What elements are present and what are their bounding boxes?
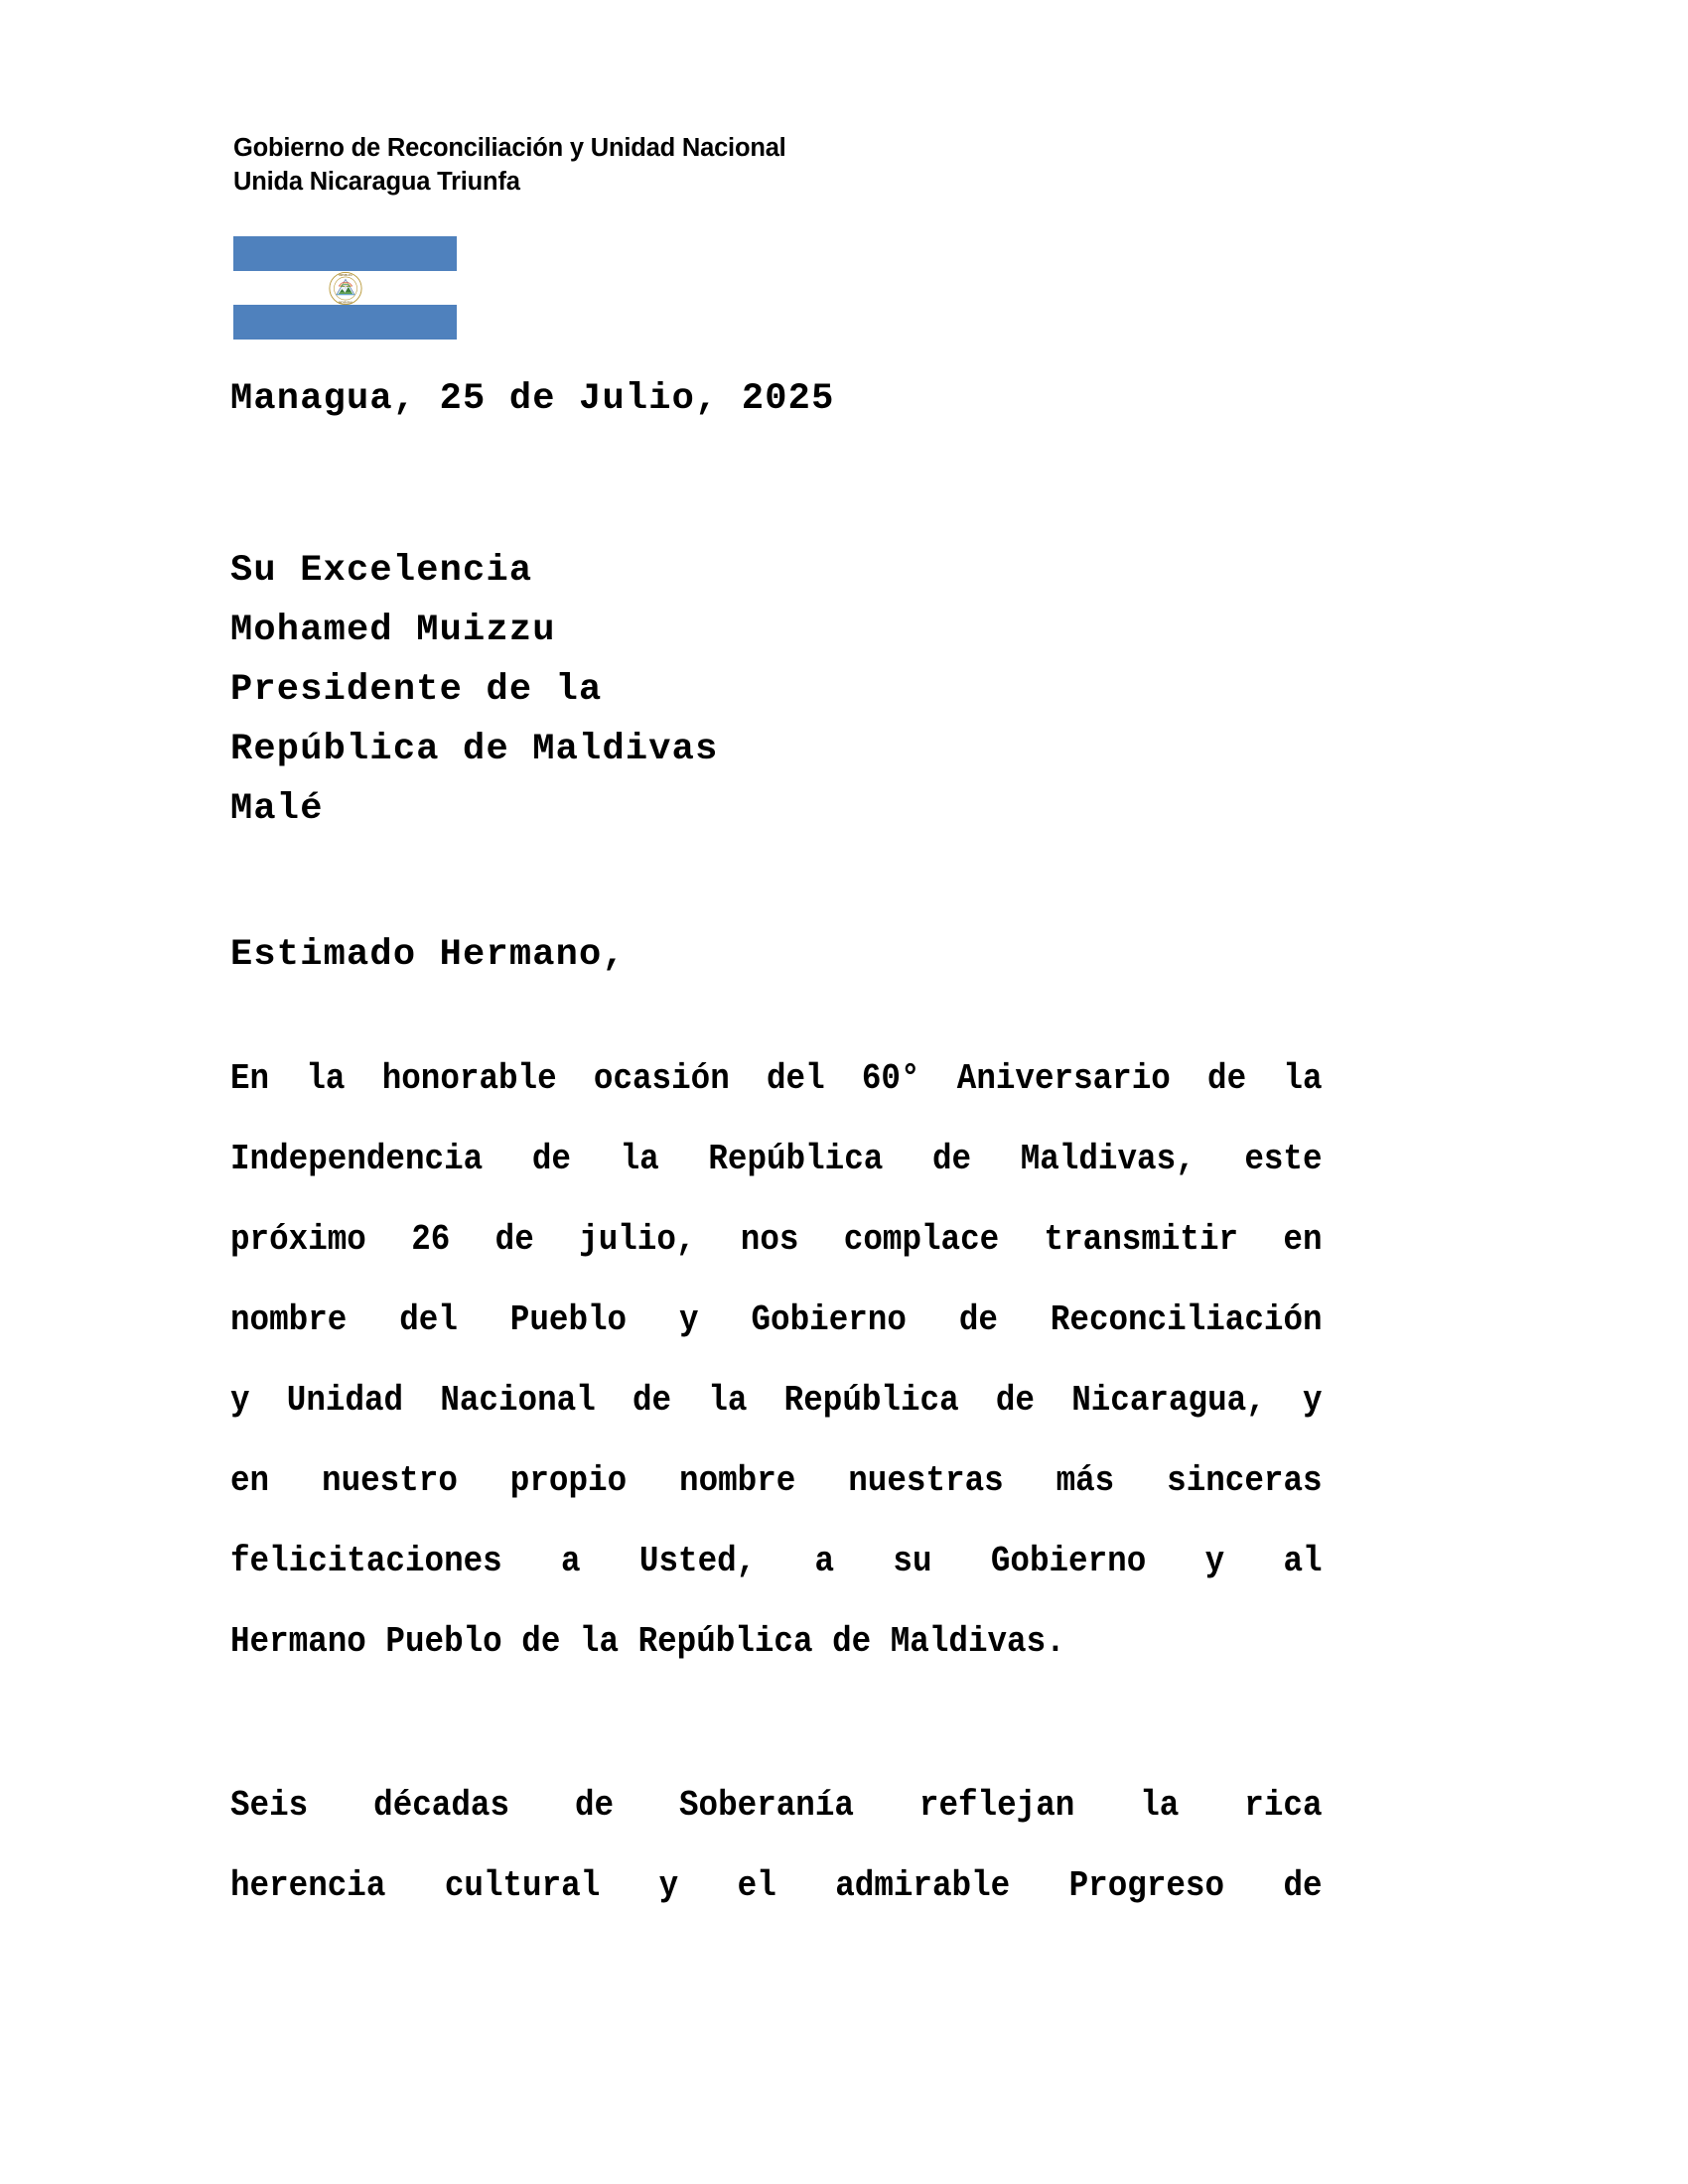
body-word: admirable <box>835 1865 1011 1906</box>
body-word: Independencia <box>230 1139 484 1179</box>
body-line <box>230 1538 1323 1618</box>
body-word: 26 <box>411 1219 451 1260</box>
body-word: Gobierno <box>751 1299 907 1340</box>
coat-of-arms-icon <box>328 271 362 306</box>
body-word: Pueblo <box>509 1299 628 1340</box>
body-word: de <box>574 1785 615 1826</box>
recipient-address-block <box>230 541 718 839</box>
body-word: Unidad <box>286 1380 404 1421</box>
letterhead-line-1: Gobierno de Reconciliación y Unidad Nacional <box>233 134 786 162</box>
body-word: Usted, <box>638 1541 757 1581</box>
body-word: de <box>832 1621 872 1662</box>
salutation: Estimado Hermano, <box>230 934 626 976</box>
body-word: este <box>1244 1139 1323 1179</box>
body-word: complace <box>843 1219 1000 1260</box>
body-word: de <box>494 1219 534 1260</box>
body-word: transmitir <box>1044 1219 1239 1260</box>
body-word: República <box>637 1621 813 1662</box>
body-word: la <box>708 1380 748 1421</box>
body-line <box>230 1377 1323 1457</box>
body-word: Hermano <box>230 1621 366 1662</box>
body-paragraph-1 <box>230 1055 1437 1699</box>
body-word: herencia <box>230 1865 386 1906</box>
body-word: Progreso <box>1068 1865 1225 1906</box>
body-word: la <box>1140 1785 1180 1826</box>
body-word: al <box>1283 1541 1323 1581</box>
body-word: ocasión <box>593 1058 730 1099</box>
body-word: Reconciliación <box>1050 1299 1323 1340</box>
body-word: nuestro <box>322 1460 458 1501</box>
body-line <box>230 1216 1323 1297</box>
body-word: en <box>230 1460 270 1501</box>
body-word: Maldivas. <box>890 1621 1065 1662</box>
body-word: y <box>658 1865 679 1906</box>
letterhead-line-2: Unida Nicaragua Triunfa <box>233 168 520 196</box>
body-word: Aniversario <box>956 1058 1171 1099</box>
body-line <box>230 1457 1323 1538</box>
body-line <box>230 1055 1323 1136</box>
body-word: y <box>1204 1541 1225 1581</box>
body-paragraph-2 <box>230 1782 1437 1943</box>
body-word: En <box>230 1058 270 1099</box>
address-line-position: Presidente de la <box>230 669 603 711</box>
body-word: Nacional <box>440 1380 596 1421</box>
address-line-name: Mohamed Muizzu <box>230 610 556 651</box>
body-word: Soberanía <box>679 1785 854 1826</box>
body-word: Maldivas, <box>1020 1139 1196 1179</box>
body-word: décadas <box>373 1785 510 1826</box>
body-word: propio <box>509 1460 628 1501</box>
body-word: de <box>521 1621 561 1662</box>
body-word: y <box>679 1299 699 1340</box>
body-word: de <box>632 1380 672 1421</box>
body-word: a <box>561 1541 581 1581</box>
body-word: sinceras <box>1167 1460 1323 1501</box>
body-word: nombre <box>679 1460 796 1501</box>
body-word: nombre <box>230 1299 348 1340</box>
body-word: la <box>579 1621 620 1662</box>
body-word: Gobierno <box>990 1541 1147 1581</box>
body-word: la <box>620 1139 659 1179</box>
address-line-country: República de Maldivas <box>230 729 719 770</box>
body-word: Pueblo <box>385 1621 502 1662</box>
flag-graphic <box>233 236 457 340</box>
body-line <box>230 1862 1323 1943</box>
body-word: reflejan <box>918 1785 1075 1826</box>
body-word: 60° <box>861 1058 920 1099</box>
body-word: Nicaragua, <box>1071 1380 1266 1421</box>
body-word: la <box>1283 1058 1323 1099</box>
body-word: su <box>893 1541 932 1581</box>
body-word: de <box>958 1299 998 1340</box>
body-word: felicitaciones <box>230 1541 502 1581</box>
svg-text:NICARAGUA: NICARAGUA <box>338 302 352 305</box>
body-word: de <box>995 1380 1035 1421</box>
body-word: en <box>1283 1219 1323 1260</box>
address-line-city: Malé <box>230 788 324 830</box>
body-word: cultural <box>444 1865 601 1906</box>
body-line <box>230 1782 1323 1862</box>
body-word: más <box>1055 1460 1115 1501</box>
body-word: nuestras <box>848 1460 1004 1501</box>
body-word: rica <box>1244 1785 1323 1826</box>
body-line <box>230 1297 1323 1377</box>
body-word: el <box>737 1865 776 1906</box>
body-word: a <box>814 1541 835 1581</box>
svg-text:REPUBLICA: REPUBLICA <box>338 274 352 277</box>
body-word: Seis <box>230 1785 309 1826</box>
flag-band-top <box>233 236 457 271</box>
body-word: próximo <box>230 1219 366 1260</box>
body-word: nos <box>740 1219 799 1260</box>
body-word: honorable <box>381 1058 557 1099</box>
address-line-title: Su Excelencia <box>230 550 533 592</box>
nicaragua-flag <box>233 236 457 340</box>
letterhead <box>233 131 1435 199</box>
body-word: del <box>399 1299 458 1340</box>
body-word: y <box>1302 1380 1323 1421</box>
body-word: de <box>531 1139 571 1179</box>
body-word: de <box>931 1139 972 1179</box>
body-word: de <box>1283 1865 1323 1906</box>
body-word: la <box>306 1058 346 1099</box>
date-line: Managua, 25 de Julio, 2025 <box>230 378 835 420</box>
body-word: julio, <box>579 1219 696 1260</box>
body-word: República <box>783 1380 959 1421</box>
body-word: de <box>1207 1058 1247 1099</box>
body-line <box>230 1136 1323 1216</box>
body-word: República <box>708 1139 884 1179</box>
body-word: del <box>766 1058 825 1099</box>
body-word: y <box>230 1380 250 1421</box>
flag-band-bottom <box>233 305 457 340</box>
body-line <box>230 1618 1323 1699</box>
